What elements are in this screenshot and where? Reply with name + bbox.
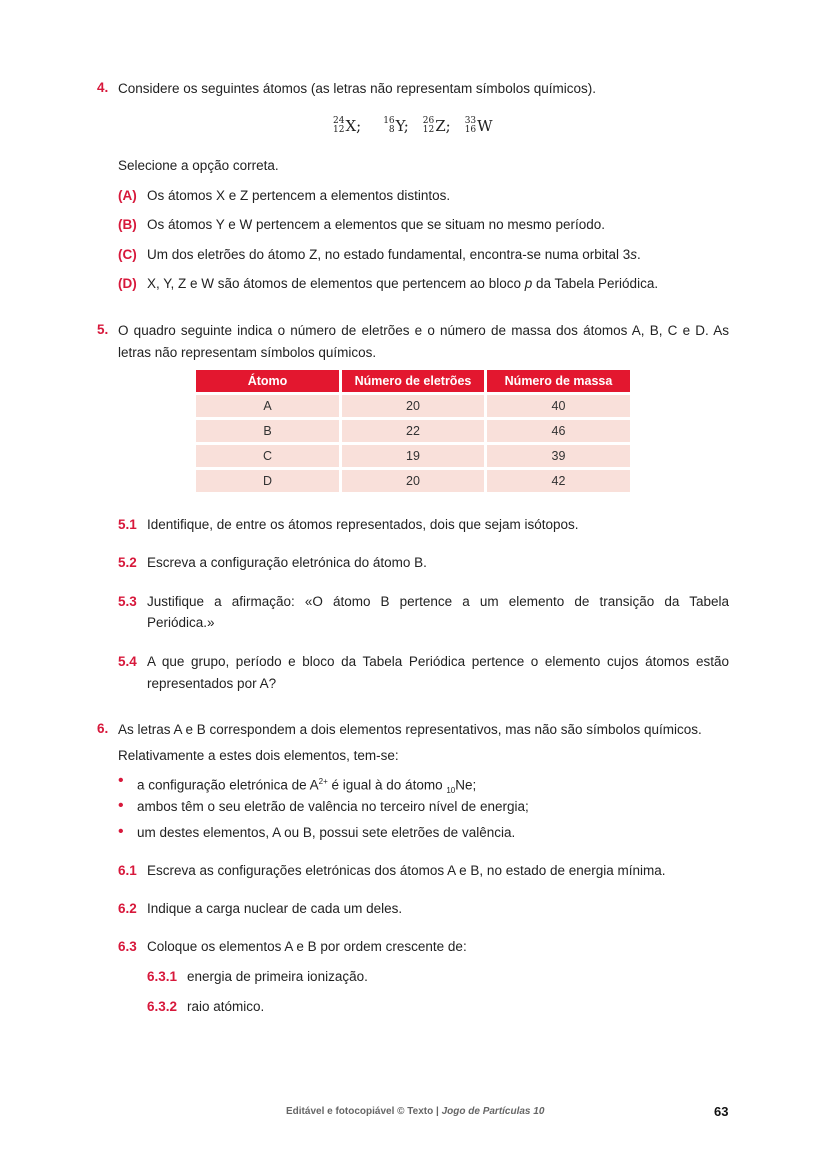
- column-header-electrons: Número de eletrões: [342, 370, 484, 392]
- page-number: 63: [714, 1104, 729, 1119]
- table-row: [196, 445, 630, 467]
- option-label: (C): [118, 247, 137, 262]
- subquestion-text: Identifique, de entre os átomos representados, dois que sejam isótopos.: [147, 517, 579, 532]
- subquestion-label: 5.3: [118, 594, 137, 609]
- table-row: [196, 420, 630, 442]
- question-number: 5.: [97, 322, 109, 337]
- table-cell: 40: [487, 395, 630, 417]
- nuclide-z: 26 12 Z;: [422, 116, 451, 135]
- option-label: (D): [118, 276, 137, 291]
- table-cell: A: [196, 395, 339, 417]
- subquestion-text: energia de primeira ionização.: [187, 969, 368, 984]
- subquestion-label: 6.3.2: [147, 999, 178, 1014]
- subquestion-label: 6.3: [118, 939, 137, 954]
- column-header-mass: Número de massa: [487, 370, 630, 392]
- subquestion-text: Coloque os elementos A e B por ordem crescente de:: [147, 939, 467, 954]
- question-intro: Relativamente a estes dois elementos, tem-se:: [118, 748, 399, 763]
- question-text: Considere os seguintes átomos (as letras não representam símbolos químicos).: [118, 81, 596, 96]
- atoms-table: [193, 367, 633, 495]
- subquestion-label: 6.1: [118, 863, 137, 878]
- subquestion-label: 5.2: [118, 555, 137, 570]
- table-header-row: [196, 370, 630, 392]
- option-label: (B): [118, 217, 137, 232]
- bullet-text: um destes elementos, A ou B, possui sete eletrões de valência.: [137, 825, 516, 840]
- table-cell: 20: [342, 395, 484, 417]
- subquestion-text: Escreva as configurações eletrónicas dos átomos A e B, no estado de energia mínima.: [147, 863, 666, 878]
- table-cell: B: [196, 420, 339, 442]
- nuclide-y: 16 8 Y;: [383, 116, 409, 135]
- nuclide-list: [333, 117, 507, 135]
- table-cell: 46: [487, 420, 630, 442]
- table-row: [196, 395, 630, 417]
- table-cell: 22: [342, 420, 484, 442]
- subquestion-text-line1: Justifique a afirmação: «O átomo B pertence a um elemento de transição da Tabela: [147, 594, 729, 609]
- table-cell: C: [196, 445, 339, 467]
- bullet-text: a configuração eletrónica de $A^{2+}$ é igual à do átomo $_{10}$Ne;: [137, 777, 477, 796]
- table-row: [196, 470, 630, 492]
- subquestion-text-line1: A que grupo, período e bloco da Tabela Periódica pertence o elemento cujos átomos estão: [147, 654, 729, 669]
- column-header-atom: Átomo: [196, 370, 339, 392]
- table-cell: 20: [342, 470, 484, 492]
- table-cell: 19: [342, 445, 484, 467]
- nuclide-x: 24 12 X;: [333, 116, 362, 135]
- question-text-line1: O quadro seguinte indica o número de eletrões e o número de massa dos átomos A, B, C e D. As: [118, 323, 729, 338]
- option-text: Um dos eletrões do átomo Z, no estado fundamental, encontra-se numa orbital 3s.: [147, 247, 641, 262]
- table-cell: 42: [487, 470, 630, 492]
- table-cell: 39: [487, 445, 630, 467]
- page-footer: [286, 1106, 544, 1117]
- bullet-icon: •: [118, 797, 124, 814]
- subquestion-text-line2: Periódica.»: [147, 615, 215, 630]
- option-text: Os átomos X e Z pertencem a elementos distintos.: [147, 188, 451, 203]
- option-label: (A): [118, 188, 137, 203]
- subquestion-label: 6.2: [118, 901, 137, 916]
- footer-book-title: Jogo de Partículas 10: [441, 1106, 545, 1117]
- subquestion-text-line2: representados por A?: [147, 676, 277, 691]
- subquestion-text: Escreva a configuração eletrónica do átomo B.: [147, 555, 427, 570]
- subquestion-label: 6.3.1: [147, 969, 178, 984]
- question-text-line2: letras não representam símbolos químicos.: [118, 345, 377, 360]
- subquestion-text: raio atómico.: [187, 999, 265, 1014]
- question-text: As letras A e B correspondem a dois elementos representativos, mas não são símbolos químicos.: [118, 722, 702, 737]
- bullet-icon: •: [118, 772, 124, 789]
- footer-copyright: Editável e fotocopiável © Texto |: [286, 1106, 442, 1117]
- subquestion-label: 5.1: [118, 517, 137, 532]
- nuclide-w: 33 16 W: [464, 116, 493, 135]
- subquestion-text: Indique a carga nuclear de cada um deles.: [147, 901, 403, 916]
- subquestion-label: 5.4: [118, 654, 137, 669]
- option-text: Os átomos Y e W pertencem a elementos que se situam no mesmo período.: [147, 217, 605, 232]
- instruction: Selecione a opção correta.: [118, 158, 279, 173]
- question-number: 4.: [97, 80, 109, 95]
- question-number: 6.: [97, 721, 109, 736]
- bullet-icon: •: [118, 823, 124, 840]
- option-text: X, Y, Z e W são átomos de elementos que pertencem ao bloco p da Tabela Periódica.: [147, 276, 659, 291]
- table-cell: D: [196, 470, 339, 492]
- bullet-text: ambos têm o seu eletrão de valência no terceiro nível de energia;: [137, 799, 529, 814]
